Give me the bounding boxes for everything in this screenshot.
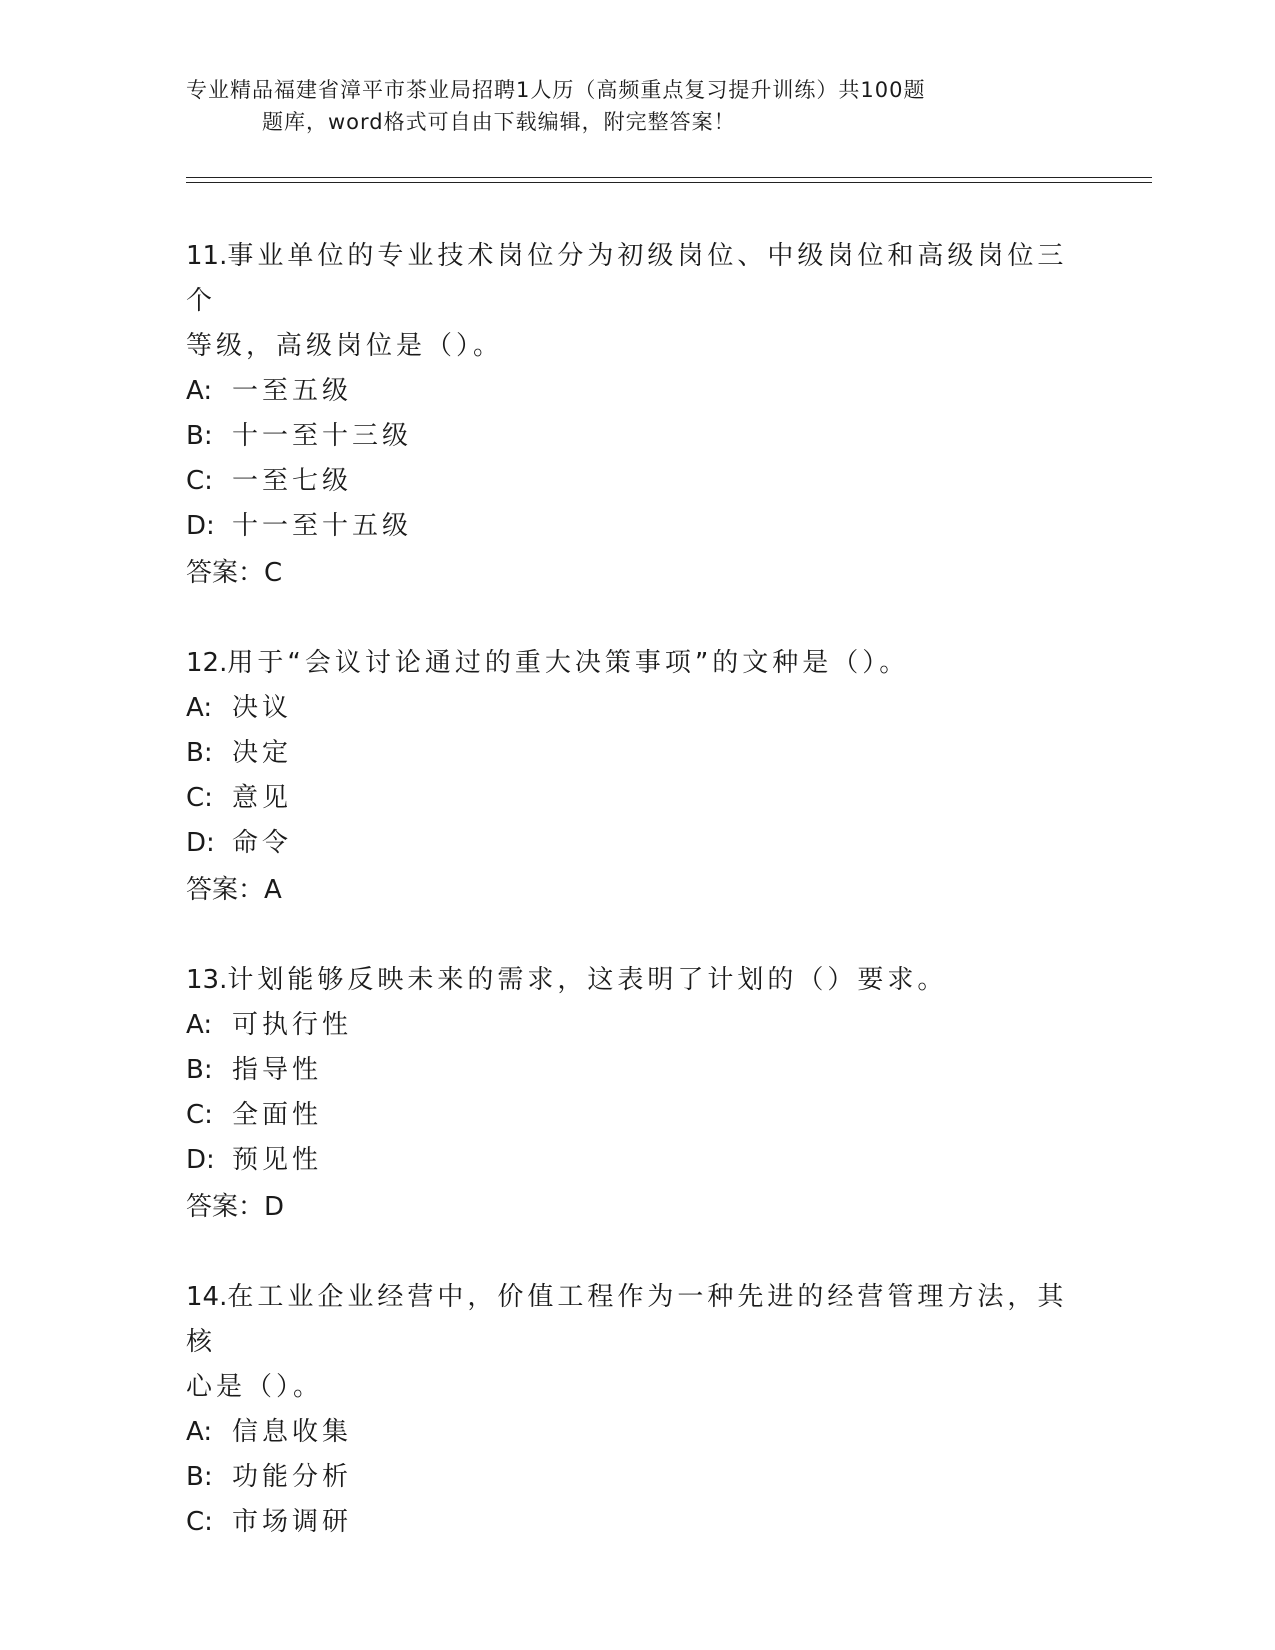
question-stem xyxy=(186,1275,1086,1365)
option-letter: B: xyxy=(186,1462,213,1492)
option-a xyxy=(186,369,1086,414)
question-11 xyxy=(186,234,1086,597)
question-number: 13. xyxy=(186,965,228,995)
option-text: 预见性 xyxy=(232,1145,323,1175)
question-number: 12. xyxy=(186,648,228,678)
option-b xyxy=(186,1048,1086,1093)
option-a xyxy=(186,1410,1086,1455)
question-stem xyxy=(186,641,1086,686)
option-c xyxy=(186,1500,1086,1545)
option-text: 可执行性 xyxy=(232,1010,353,1040)
question-13 xyxy=(186,958,1086,1231)
option-d xyxy=(186,1138,1086,1183)
option-text: 决议 xyxy=(232,693,293,723)
option-letter: D: xyxy=(186,1145,215,1175)
option-text: 功能分析 xyxy=(232,1462,353,1492)
answer-label: 答案：D xyxy=(186,1192,285,1222)
option-text: 决定 xyxy=(232,738,293,768)
question-12 xyxy=(186,641,1086,914)
option-text: 十一至十三级 xyxy=(232,421,413,451)
option-c xyxy=(186,1093,1086,1138)
header-divider-bottom xyxy=(186,182,1152,183)
option-letter: C: xyxy=(186,1507,213,1537)
option-letter: B: xyxy=(186,421,213,451)
option-letter: B: xyxy=(186,1055,213,1085)
option-d xyxy=(186,821,1086,866)
option-b xyxy=(186,1455,1086,1500)
option-text: 一至五级 xyxy=(232,376,353,406)
option-letter: C: xyxy=(186,783,213,813)
question-stem-line2: 等级，高级岗位是（）。 xyxy=(186,331,504,361)
option-text: 十一至十五级 xyxy=(232,511,413,541)
option-letter: A: xyxy=(186,693,213,723)
option-letter: A: xyxy=(186,1417,213,1447)
question-stem-line1: 事业单位的专业技术岗位分为初级岗位、中级岗位和高级岗位三个 xyxy=(186,241,1068,316)
option-text: 指导性 xyxy=(232,1055,323,1085)
option-a xyxy=(186,686,1086,731)
header-title-line2: 题库，word格式可自由下载编辑，附完整答案！ xyxy=(262,110,736,134)
question-stem-line1: 用于“会议讨论通过的重大决策事项”的文种是（）。 xyxy=(227,648,910,678)
option-text: 信息收集 xyxy=(232,1417,353,1447)
option-letter: D: xyxy=(186,511,215,541)
option-text: 命令 xyxy=(232,828,293,858)
option-text: 全面性 xyxy=(232,1100,323,1130)
question-number: 11. xyxy=(186,241,228,271)
option-b xyxy=(186,414,1086,459)
option-c xyxy=(186,459,1086,504)
option-letter: C: xyxy=(186,1100,213,1130)
option-c xyxy=(186,776,1086,821)
option-text: 市场调研 xyxy=(232,1507,353,1537)
question-stem xyxy=(186,958,1086,1003)
option-b xyxy=(186,731,1086,776)
header-divider-top xyxy=(186,177,1152,178)
option-a xyxy=(186,1003,1086,1048)
question-stem-line1: 在工业企业经营中，价值工程作为一种先进的经营管理方法，其核 xyxy=(186,1282,1068,1357)
question-stem-line1: 计划能够反映未来的需求，这表明了计划的（）要求。 xyxy=(227,965,948,995)
option-letter: B: xyxy=(186,738,213,768)
question-list xyxy=(186,234,1086,1589)
option-letter: A: xyxy=(186,376,213,406)
document-header xyxy=(186,74,1066,138)
option-letter: D: xyxy=(186,828,215,858)
option-letter: C: xyxy=(186,466,213,496)
question-number: 14. xyxy=(186,1282,228,1312)
question-stem xyxy=(186,234,1086,324)
option-text: 一至七级 xyxy=(232,466,353,496)
question-14 xyxy=(186,1275,1086,1545)
option-d xyxy=(186,504,1086,549)
option-text: 意见 xyxy=(232,783,293,813)
question-stem-line2: 心是（）。 xyxy=(186,1372,324,1402)
header-title-line1: 专业精品福建省漳平市茶业局招聘1人历（高频重点复习提升训练）共100题 xyxy=(186,78,926,102)
option-letter: A: xyxy=(186,1010,213,1040)
answer-label: 答案：C xyxy=(186,558,283,588)
answer-label: 答案：A xyxy=(186,875,282,905)
